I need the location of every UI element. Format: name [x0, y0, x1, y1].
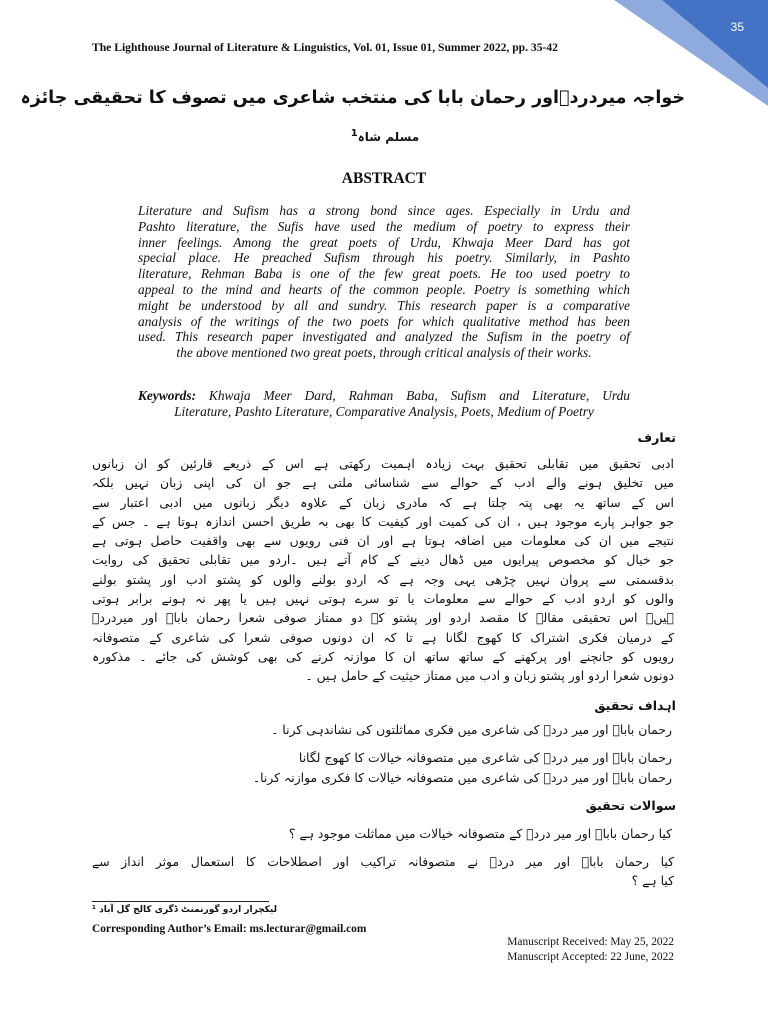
- paragraph-line: دونوں شعرا اردو اور پشتو زبان و ادب میں ممتاز حیثیت کے حامل ہیں ۔: [305, 668, 674, 684]
- paragraph-line: بدقسمتی سے پروان نہیں چڑھی یہی وجہ ہے کہ اردو بولنے والوں کو پشتو ادب اور پشتو بولنے: [92, 571, 674, 587]
- abstract-line: used. This research paper investigated and analyzed the Sufism in the poetry of: [138, 329, 630, 345]
- objective-item: رحمان باباؒ اور میر دردؔ کی شاعری میں متصوفانہ خیالات کا فکری موازنہ کرنا۔: [252, 770, 672, 785]
- abstract-body: [138, 203, 630, 361]
- paragraph-line: اس کے ساتھ یہ بھی پتہ چلتا ہے کہ مادری زبان کے علاوہ دیگر زبانوں میں ادبی اعتبار سے: [92, 494, 674, 510]
- manuscript-accepted: Manuscript Accepted: 22 June, 2022: [507, 951, 674, 963]
- question-item: کیا رحمان باباؒ اور میر دردؔ کے متصوفانہ خیالات میں مماثلت موجود ہے ؟: [288, 826, 672, 841]
- abstract-line: inner feelings. Among the great poets of Urdu, Khwaja Meer Dard has got: [138, 234, 630, 250]
- abstract-line: might be understood by all and sundry. This research paper is a comparative: [138, 297, 630, 313]
- author-line: [250, 128, 520, 144]
- abstract-heading: ABSTRACT: [341, 170, 427, 187]
- abstract-line: literature, Rehman Baba is one of the few great poets. He too used poetry to: [138, 266, 630, 282]
- paragraph-line: جو جواہر پارے موجود ہیں ، ان کی کمیت اور کیفیت کا بھی بہ طریق احسن اندازہ ہوتا ہے ۔ جس کے: [92, 513, 674, 529]
- abstract-line: Literature and Sufism has a strong bond since ages. Especially in Urdu and: [138, 203, 630, 218]
- manuscript-received: Manuscript Received: May 25, 2022: [507, 936, 674, 948]
- footnote-divider: [92, 901, 269, 902]
- objective-item: رحمان باباؒ اور میر دردؔ کی شاعری میں متصوفانہ خیالات کا کھوج لگانا: [298, 750, 672, 765]
- author-affiliation-marker: 1: [350, 128, 358, 139]
- corresponding-email: Corresponding Author’s Email: ms.lecturar@gmail.com: [92, 923, 367, 935]
- keywords-list: Khwaja Meer Dard, Rahman Baba, Sufism and Literature, Urdu: [208, 388, 630, 403]
- author-name: مسلم شاہ: [357, 130, 420, 144]
- keywords-block: [138, 388, 630, 420]
- journal-header: The Lighthouse Journal of Literature & Linguistics, Vol. 01, Issue 01, Summer 2022, pp. 35-42: [92, 41, 558, 54]
- paragraph-line: والوں کو اردو ادب کے حوالے سے معلومات یا تو سرے ہوتی نہیں ہیں یا پھر نہ ہونے برابر ہوتی: [92, 591, 674, 607]
- objective-item: رحمان باباؒ اور میر دردؔ کی شاعری میں فکری مماثلتوں کی نشاندہی کرنا ۔: [271, 722, 672, 737]
- paragraph-line: کیا رحمان باباؒ اور میر دردؔ نے متصوفانہ تراکیب اور اصطلاحات کا استعمال موثر انداز سے: [92, 854, 674, 869]
- objectives-heading: اہداف تحقیق: [594, 698, 676, 713]
- intro-heading: تعارف: [637, 430, 676, 445]
- keywords-label: Keywords:: [138, 388, 197, 403]
- questions-heading: سوالات تحقیق: [585, 798, 676, 813]
- paragraph-line: ادبی تحقیق میں تقابلی تحقیق بہت زیادہ اہمیت رکھتی ہے اس کے ذریعے قارئین کو ان زبانوں: [92, 456, 674, 471]
- footnote: لیکچرار اردو گورنمنٹ ڈگری کالج گل آباد ¹: [92, 905, 277, 915]
- keywords-list-continued: Literature, Pashto Literature, Comparative Analysis, Poets, Medium of Poetry: [174, 404, 594, 419]
- article-title: خواجہ میردردؔاور رحمان بابا کی منتخب شاعری میں تصوف کا تحقیقی جائزہ: [20, 88, 685, 108]
- paragraph-line: کے درمیان فکری اشتراک کا کھوج لگانا ہے تا کہ ان دونوں صوفی شعرا کی شاعری کے متصوفانہ: [92, 629, 674, 645]
- paragraph-line: جو خیال کو مخصوص پیرایوں میں ڈھال دینے کے کام آتے ہیں ۔اردو میں تقابلی تحقیق کی روایت: [92, 552, 674, 568]
- abstract-line: the above mentioned two great poets, through critical analysis of their works.: [176, 345, 592, 361]
- question-item: [92, 852, 674, 891]
- paragraph-line: نتیجے میں ان کی معلومات میں اضافہ ہوتا ہے اور ان فنی رویوں سے بھی واقفیت حاصل ہوتی ہے: [92, 533, 674, 549]
- page-number: 35: [730, 20, 744, 34]
- paragraph-line: رویوں کو جانچنے اور پرکھنے کے ساتھ ساتھ ان کا موازنہ کرنے کی بھی کوشش کی جائے ۔ مذکورہ: [92, 648, 674, 664]
- paragraph-line: ہیں۔ اس تحقیقی مقالے کا مقصد اردو اور پشتو کے دو ممتاز صوفی شعرا رحمان باباؒ اور میردردؔ: [92, 610, 674, 626]
- abstract-line: special place. He preached Sufism through his poetry. Similarly, in Pashto: [138, 250, 630, 266]
- abstract-line: appeal to the mind and hearts of the common people. Poetry is something which: [138, 281, 630, 297]
- paragraph-line: میں تخلیق ہونے والے ادب کے حوالے سے شناسائی ملتی ہے جو ان کی اپنی زبان نہیں بلکہ: [92, 475, 674, 491]
- abstract-line: analysis of the writings of the two poets for which qualitative method has been: [138, 313, 630, 329]
- paragraph-line: کیا ہے ؟: [631, 873, 674, 889]
- intro-paragraph: [92, 454, 674, 686]
- abstract-line: Pashto literature, the Sufis have used the medium of poetry to express their: [138, 218, 630, 234]
